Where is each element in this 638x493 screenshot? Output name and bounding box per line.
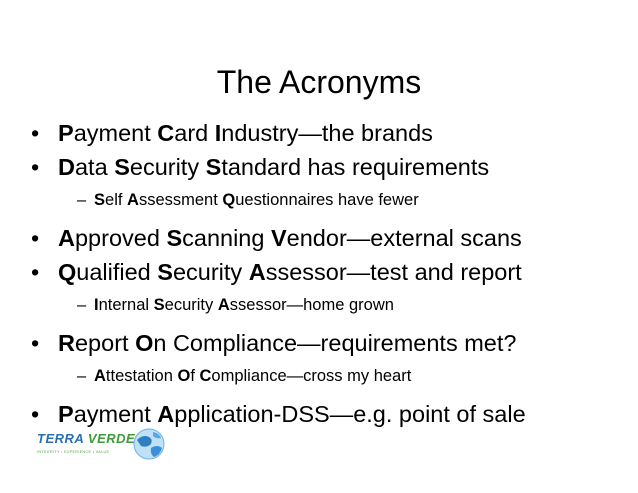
bullet-item	[31, 401, 526, 428]
acronym-letter: A	[217, 296, 230, 314]
bullet-text: ecurity	[172, 259, 249, 285]
bullet-text: pproved	[74, 225, 167, 251]
acronym-letter: A	[157, 401, 175, 427]
sub-bullet-item	[77, 296, 394, 315]
bullet-text: pplication-DSS—e.g. point of sale	[174, 401, 526, 427]
bullet-marker: •	[31, 154, 40, 180]
bullet-text: ssessment	[138, 191, 223, 209]
bullet-marker: •	[31, 120, 40, 146]
bullet-text: n Compliance—requirements met?	[153, 330, 517, 356]
terra-verde-logo	[35, 428, 165, 464]
bullet-text: elf	[105, 191, 128, 209]
acronym-letter: Q	[222, 191, 236, 209]
bullet-text: nternal	[98, 296, 154, 314]
bullet-marker: •	[31, 401, 40, 427]
bullet-text: ayment	[73, 401, 158, 427]
dash-marker: –	[77, 191, 87, 209]
acronym-letter: S	[205, 154, 222, 180]
bullet-text: endor—external scans	[286, 225, 522, 251]
bullet-item	[31, 259, 522, 286]
acronym-letter: D	[58, 154, 75, 180]
logo-word-terra: TERRA	[37, 431, 84, 446]
acronym-letter: P	[58, 120, 74, 146]
sub-bullet-item	[77, 191, 419, 210]
globe-icon	[129, 424, 169, 464]
bullet-text: ecurity	[129, 154, 206, 180]
bullet-item	[31, 154, 489, 181]
bullet-text: ssessor—home grown	[229, 296, 394, 314]
bullet-text: uestionnaires have fewer	[235, 191, 419, 209]
acronym-letter: V	[270, 225, 287, 251]
slide-title: The Acronyms	[216, 64, 422, 100]
acronym-letter: C	[199, 367, 212, 385]
bullet-text: tandard has requirements	[221, 154, 490, 180]
bullet-marker: •	[31, 330, 40, 356]
bullet-text: eport	[74, 330, 136, 356]
bullet-text: ndustry—the brands	[221, 120, 433, 146]
acronym-letter: A	[94, 367, 106, 385]
bullet-text: ttestation	[105, 367, 178, 385]
acronym-letter: O	[177, 367, 191, 385]
acronym-letter: Q	[58, 259, 77, 285]
sub-bullet-item	[77, 367, 411, 386]
dash-marker: –	[77, 296, 87, 314]
acronym-letter: S	[157, 259, 173, 285]
bullet-item	[31, 225, 522, 252]
acronym-letter: A	[248, 259, 266, 285]
bullet-marker: •	[31, 259, 40, 285]
bullet-marker: •	[31, 225, 40, 251]
bullet-text: ata	[74, 154, 115, 180]
logo-word-verde: VERDE	[87, 431, 136, 446]
bullet-text: ard	[174, 120, 215, 146]
bullet-text: ssessor—test and report	[265, 259, 522, 285]
dash-marker: –	[77, 367, 87, 385]
acronym-letter: S	[114, 154, 130, 180]
acronym-letter: O	[135, 330, 154, 356]
bullet-text: ecurity	[164, 296, 218, 314]
logo-wordmark	[37, 431, 135, 446]
logo-tagline: INTEGRITY • EXPERIENCE • VALUE	[37, 450, 110, 454]
acronym-letter: A	[127, 191, 139, 209]
bullet-text: ualified	[76, 259, 158, 285]
acronym-letter: S	[94, 191, 106, 209]
acronym-letter: P	[58, 401, 74, 427]
bullet-text: f	[190, 367, 200, 385]
acronym-letter: S	[166, 225, 183, 251]
acronym-letter: R	[58, 330, 75, 356]
bullet-text: canning	[182, 225, 271, 251]
bullet-item	[31, 120, 433, 147]
bullet-text: ompliance—cross my heart	[211, 367, 412, 385]
bullet-item	[31, 330, 516, 357]
acronym-letter: C	[157, 120, 175, 146]
acronym-letter: I	[214, 120, 222, 146]
acronym-letter: A	[58, 225, 75, 251]
bullet-text: ayment	[73, 120, 158, 146]
acronym-letter: I	[94, 296, 99, 314]
acronym-letter: S	[153, 296, 165, 314]
